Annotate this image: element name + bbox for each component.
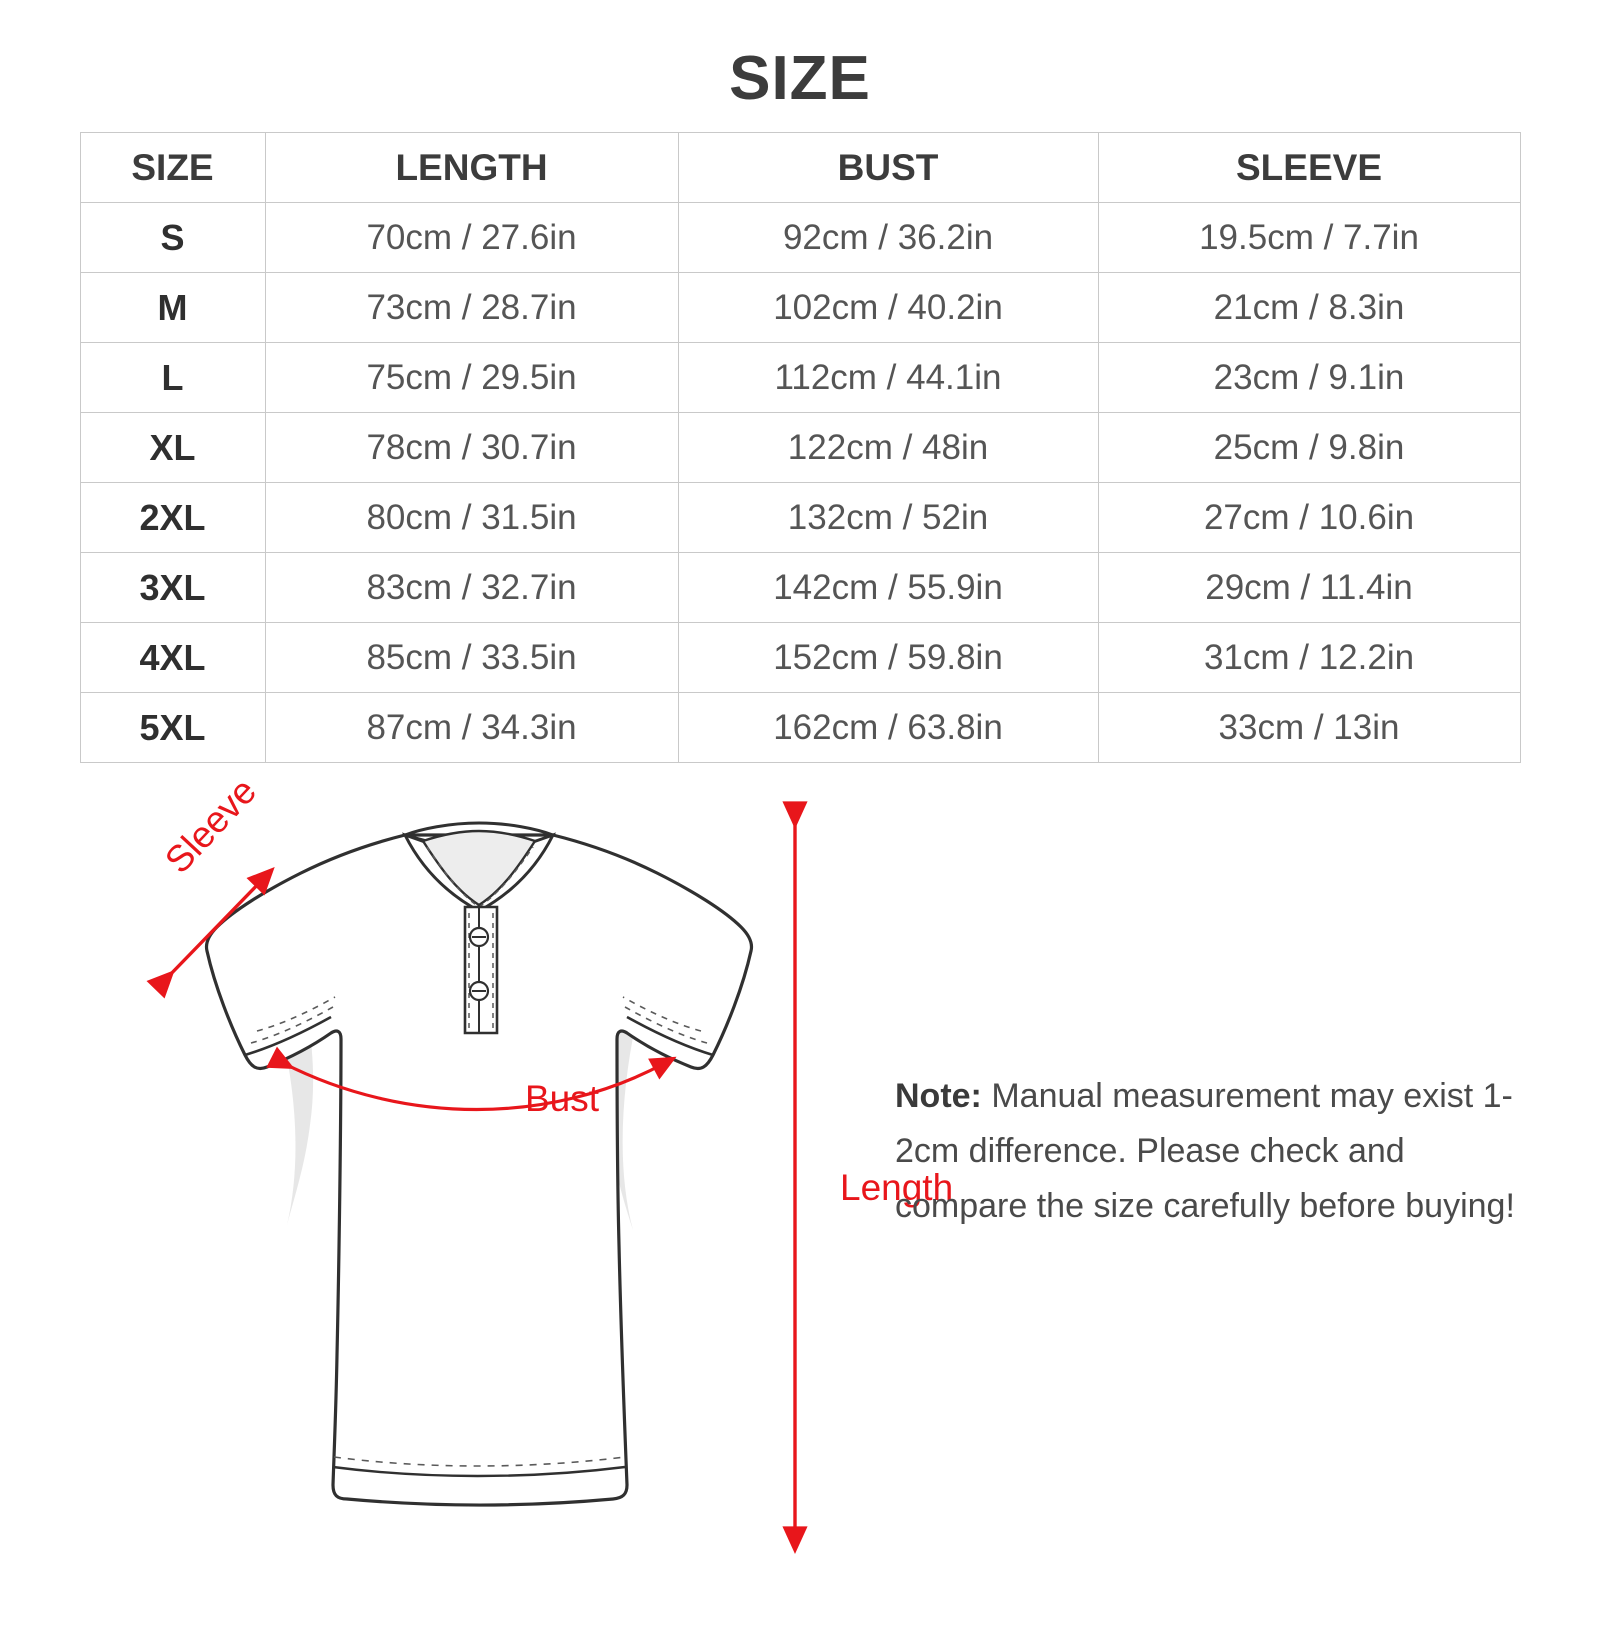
label-bust: Bust	[525, 1078, 600, 1119]
cell-length: 70cm / 27.6in	[265, 203, 678, 273]
cell-size: 2XL	[80, 483, 265, 553]
cell-length: 87cm / 34.3in	[265, 693, 678, 763]
cell-size: M	[80, 273, 265, 343]
table-row	[80, 553, 1520, 623]
cell-sleeve: 23cm / 9.1in	[1098, 343, 1520, 413]
cell-sleeve: 27cm / 10.6in	[1098, 483, 1520, 553]
size-chart-table	[80, 132, 1521, 763]
cell-length: 85cm / 33.5in	[265, 623, 678, 693]
cell-size: S	[80, 203, 265, 273]
cell-size: 3XL	[80, 553, 265, 623]
cell-sleeve: 33cm / 13in	[1098, 693, 1520, 763]
cell-length: 73cm / 28.7in	[265, 273, 678, 343]
page-title: SIZE	[729, 44, 871, 113]
cell-bust: 142cm / 55.9in	[678, 553, 1098, 623]
cell-bust: 112cm / 44.1in	[678, 343, 1098, 413]
note-body: Manual measurement may exist 1-2cm difference. Please check and compare the size carefully before buying!	[895, 1077, 1515, 1226]
cell-sleeve: 19.5cm / 7.7in	[1098, 203, 1520, 273]
column-header-size: SIZE	[80, 133, 265, 203]
cell-bust: 162cm / 63.8in	[678, 693, 1098, 763]
cell-length: 78cm / 30.7in	[265, 413, 678, 483]
cell-size: 5XL	[80, 693, 265, 763]
cell-length: 75cm / 29.5in	[265, 343, 678, 413]
table-row	[80, 343, 1520, 413]
measurement-diagram-section	[0, 770, 1600, 1555]
cell-sleeve: 21cm / 8.3in	[1098, 273, 1520, 343]
cell-bust: 92cm / 36.2in	[678, 203, 1098, 273]
cell-sleeve: 31cm / 12.2in	[1098, 623, 1520, 693]
table-row	[80, 413, 1520, 483]
note-prefix: Note:	[895, 1077, 982, 1115]
cell-length: 83cm / 32.7in	[265, 553, 678, 623]
column-header-sleeve: SLEEVE	[1098, 133, 1520, 203]
cell-length: 80cm / 31.5in	[265, 483, 678, 553]
label-length: Length	[840, 1167, 954, 1208]
table-row	[80, 203, 1520, 273]
cell-size: 4XL	[80, 623, 265, 693]
table-row	[80, 273, 1520, 343]
column-header-length: LENGTH	[265, 133, 678, 203]
cell-bust: 132cm / 52in	[678, 483, 1098, 553]
cell-bust: 152cm / 59.8in	[678, 623, 1098, 693]
cell-sleeve: 29cm / 11.4in	[1098, 553, 1520, 623]
cell-size: L	[80, 343, 265, 413]
label-sleeve: Sleeve	[157, 770, 265, 881]
table-header-row	[80, 133, 1520, 203]
table-row	[80, 693, 1520, 763]
cell-bust: 122cm / 48in	[678, 413, 1098, 483]
cell-size: XL	[80, 413, 265, 483]
table-row	[80, 483, 1520, 553]
column-header-bust: BUST	[678, 133, 1098, 203]
table-row	[80, 623, 1520, 693]
cell-sleeve: 25cm / 9.8in	[1098, 413, 1520, 483]
cell-bust: 102cm / 40.2in	[678, 273, 1098, 343]
note-text	[895, 1069, 1535, 1234]
